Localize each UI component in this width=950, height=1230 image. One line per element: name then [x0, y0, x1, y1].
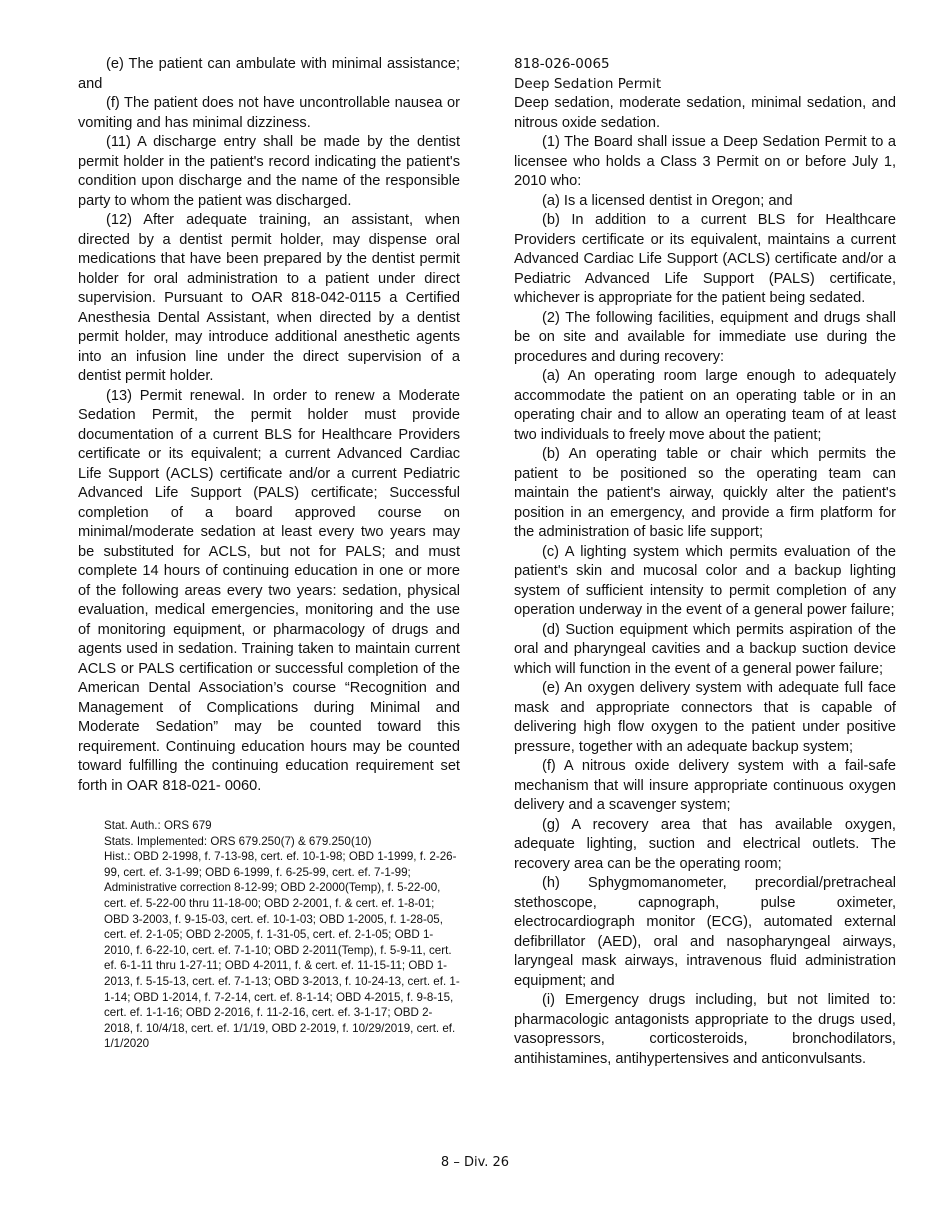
stat-auth: Stat. Auth.: ORS 679 — [104, 819, 212, 832]
paragraph-2g-recovery-area: (g) A recovery area that has available oxygen, adequate lighting, suction and electrical outlets. The recovery area can be the operating room; — [514, 816, 896, 872]
paragraph-2i-emergency-drugs: (i) Emergency drugs including, but not limited to: pharmacologic antagonists appropriate to the drugs used, vasopressors, corticosteroids, bronchodilators, antihistamines, antihypertensives and anticonvulsants. — [514, 992, 896, 1067]
rule-number: 818-026-0065 — [514, 56, 610, 72]
stats-implemented: Stats. Implemented: ORS 679.250(7) & 679.250(10) — [104, 834, 372, 848]
paragraph-f-nausea: (f) The patient does not have uncontrollable nausea or vomiting and has minimal dizziness. — [78, 95, 460, 131]
paragraph-2e-oxygen: (e) An oxygen delivery system with adequate full face mask and appropriate connectors that is capable of delivering high flow oxygen to the patient under positive pressure, together with an adequate backup system; — [514, 680, 896, 755]
paragraph-2c-lighting: (c) A lighting system which permits evaluation of the patient's skin and mucosal color and a backup lighting system of sufficient intensity to permit completion of any operation underway in the event of a general power failure; — [514, 543, 896, 618]
history: Hist.: OBD 2-1998, f. 7-13-98, cert. ef. 10-1-98; OBD 1-1999, f. 2-26-99, cert. ef. 3-1-99; OBD 6-1999, f. 6-25-99, cert. ef. 7-1-99; Administrative correction 8-12-99; OBD 2-2000(Temp), f. 5-22-00, cert. ef. 5-22-00 thru 11-18-00; OBD 2-2001, f. & cert. ef. 1-8-01; OBD 3-2003, f. 9-15-03, cert. ef. 10-1-03; OBD 1-2005, f. 1-28-05, cert. ef. 2-1-05; OBD 2-2005, f. 1-31-05, cert. ef. 2-1-05; OBD 1-2010, f. 6-22-10, cert. ef. 7-1-10; OBD 2-2011(Temp), f. 5-9-11, cert. ef. 6-1-11 thru 1-27-11; OBD 4-2011, f. & cert. ef. 11-15-11; OBD 1-2013, f. 5-15-13, cert. ef. 7-1-13; OBD 3-2013, f. 10-24-13, cert. ef. 1-1-14; OBD 1-2014, f. 7-2-14, cert. ef. 8-1-14; OBD 4-2015, f. 9-8-15, cert. ef. 1-1-16; OBD 2-2016, f. 11-2-16, cert. ef. 3-1-17; OBD 2-2018, f. 10/4/18, cert. ef. 1/1/19, OBD 2-2019, f. 10/29/2019, cert. ef. 1/1/2020 — [104, 850, 460, 1051]
paragraph-12-assistant: (12) After adequate training, an assistant, when directed by a dentist permit holder, may dispense oral medications that have been prepared by the dentist permit holder for oral administration to a patient under direct supervision. Pursuant to OAR 818-042-0115 a Certified Anesthesia Dental Assistant, when directed by a dentist permit holder, may introduce additional anesthetic agents into an infusion line under the direct supervision of a dentist permit holder. — [78, 212, 460, 384]
paragraph-13-permit-renewal: (13) Permit renewal. In order to renew a Moderate Sedation Permit, the permit holder must provide documentation of a current BLS for Healthcare Providers certificate or its equivalent; a current Advanced Cardiac Life Support (ACLS) certificate and/or a current Pediatric Advanced Life Support (PALS) certificate; Successful completion of a board approved course on minimal/moderate sedation at least every two years may be substituted for ACLS, but not for PALS; and must complete 14 hours of continuing education in one or more of the following areas every two years: sedation, physical evaluation, medical emergencies, monitoring and the use of monitoring equipment, or pharmacology of drugs and agents used in sedation. Training taken to maintain current ACLS or PALS certification or successful completion of the American Dental Association’s course “Recognition and Management of Complications during Minimal and Moderate Sedation” may be counted toward this requirement. Continuing education hours may be counted toward fulfilling the continuing education requirement set forth in OAR 818-021- 0060. — [78, 387, 460, 794]
paragraph-1a-licensed: (a) Is a licensed dentist in Oregon; and — [542, 192, 793, 209]
right-column — [514, 55, 896, 1069]
left-column — [78, 55, 460, 1052]
paragraph-2h-monitoring-equipment: (h) Sphygmomanometer, precordial/pretracheal stethoscope, capnograph, pulse oximeter, electrocardiograph monitor (ECG), automated external defibrillator (AED), oral and nasopharyngeal airways, laryngeal mask airways, intravenous fluid administration equipment; and — [514, 875, 896, 989]
statutory-notes — [78, 818, 460, 1052]
paragraph-2a-operating-room: (a) An operating room large enough to adequately accommodate the patient on an operating table or in an operating chair and to allow an operating team of at least two individuals to freely move about the patient; — [514, 368, 896, 443]
paragraph-11-discharge-entry: (11) A discharge entry shall be made by the dentist permit holder in the patient's record indicating the patient's condition upon discharge and the name of the responsible party to whom the patient was discharged. — [78, 134, 460, 209]
paragraph-2d-suction: (d) Suction equipment which permits aspiration of the oral and pharyngeal cavities and a backup suction device which will function in the event of a general power failure; — [514, 621, 896, 677]
paragraph-2b-operating-table: (b) An operating table or chair which permits the patient to be positioned so the operating team can maintain the patient's airway, quickly alter the patient's position in an emergency, and provide a firm platform for the administration of basic life support; — [514, 446, 896, 540]
page-footer: 8 – Div. 26 — [440, 1155, 510, 1170]
rule-intro: Deep sedation, moderate sedation, minimal sedation, and nitrous oxide sedation. — [514, 95, 896, 131]
paragraph-1-issue-permit: (1) The Board shall issue a Deep Sedation Permit to a licensee who holds a Class 3 Permit on or before July 1, 2010 who: — [514, 134, 896, 189]
paragraph-2-facilities: (2) The following facilities, equipment and drugs shall be on site and available for immediate use during the procedures and during recovery: — [514, 309, 896, 365]
rule-title: Deep Sedation Permit — [514, 75, 662, 92]
paragraph-1b-certificates: (b) In addition to a current BLS for Healthcare Providers certificate or its equivalent, maintains a current Advanced Cardiac Life Support (ACLS) certificate and/or a Pediatric Advanced Life Support (PALS) certificate, whichever is appropriate for the patient being sedated. — [514, 212, 896, 306]
paragraph-2f-nitrous-oxide: (f) A nitrous oxide delivery system with a fail-safe mechanism that will insure appropriate continuous oxygen delivery and a scavenger system; — [514, 758, 896, 813]
paragraph-e-ambulate: (e) The patient can ambulate with minimal assistance; and — [78, 56, 460, 92]
